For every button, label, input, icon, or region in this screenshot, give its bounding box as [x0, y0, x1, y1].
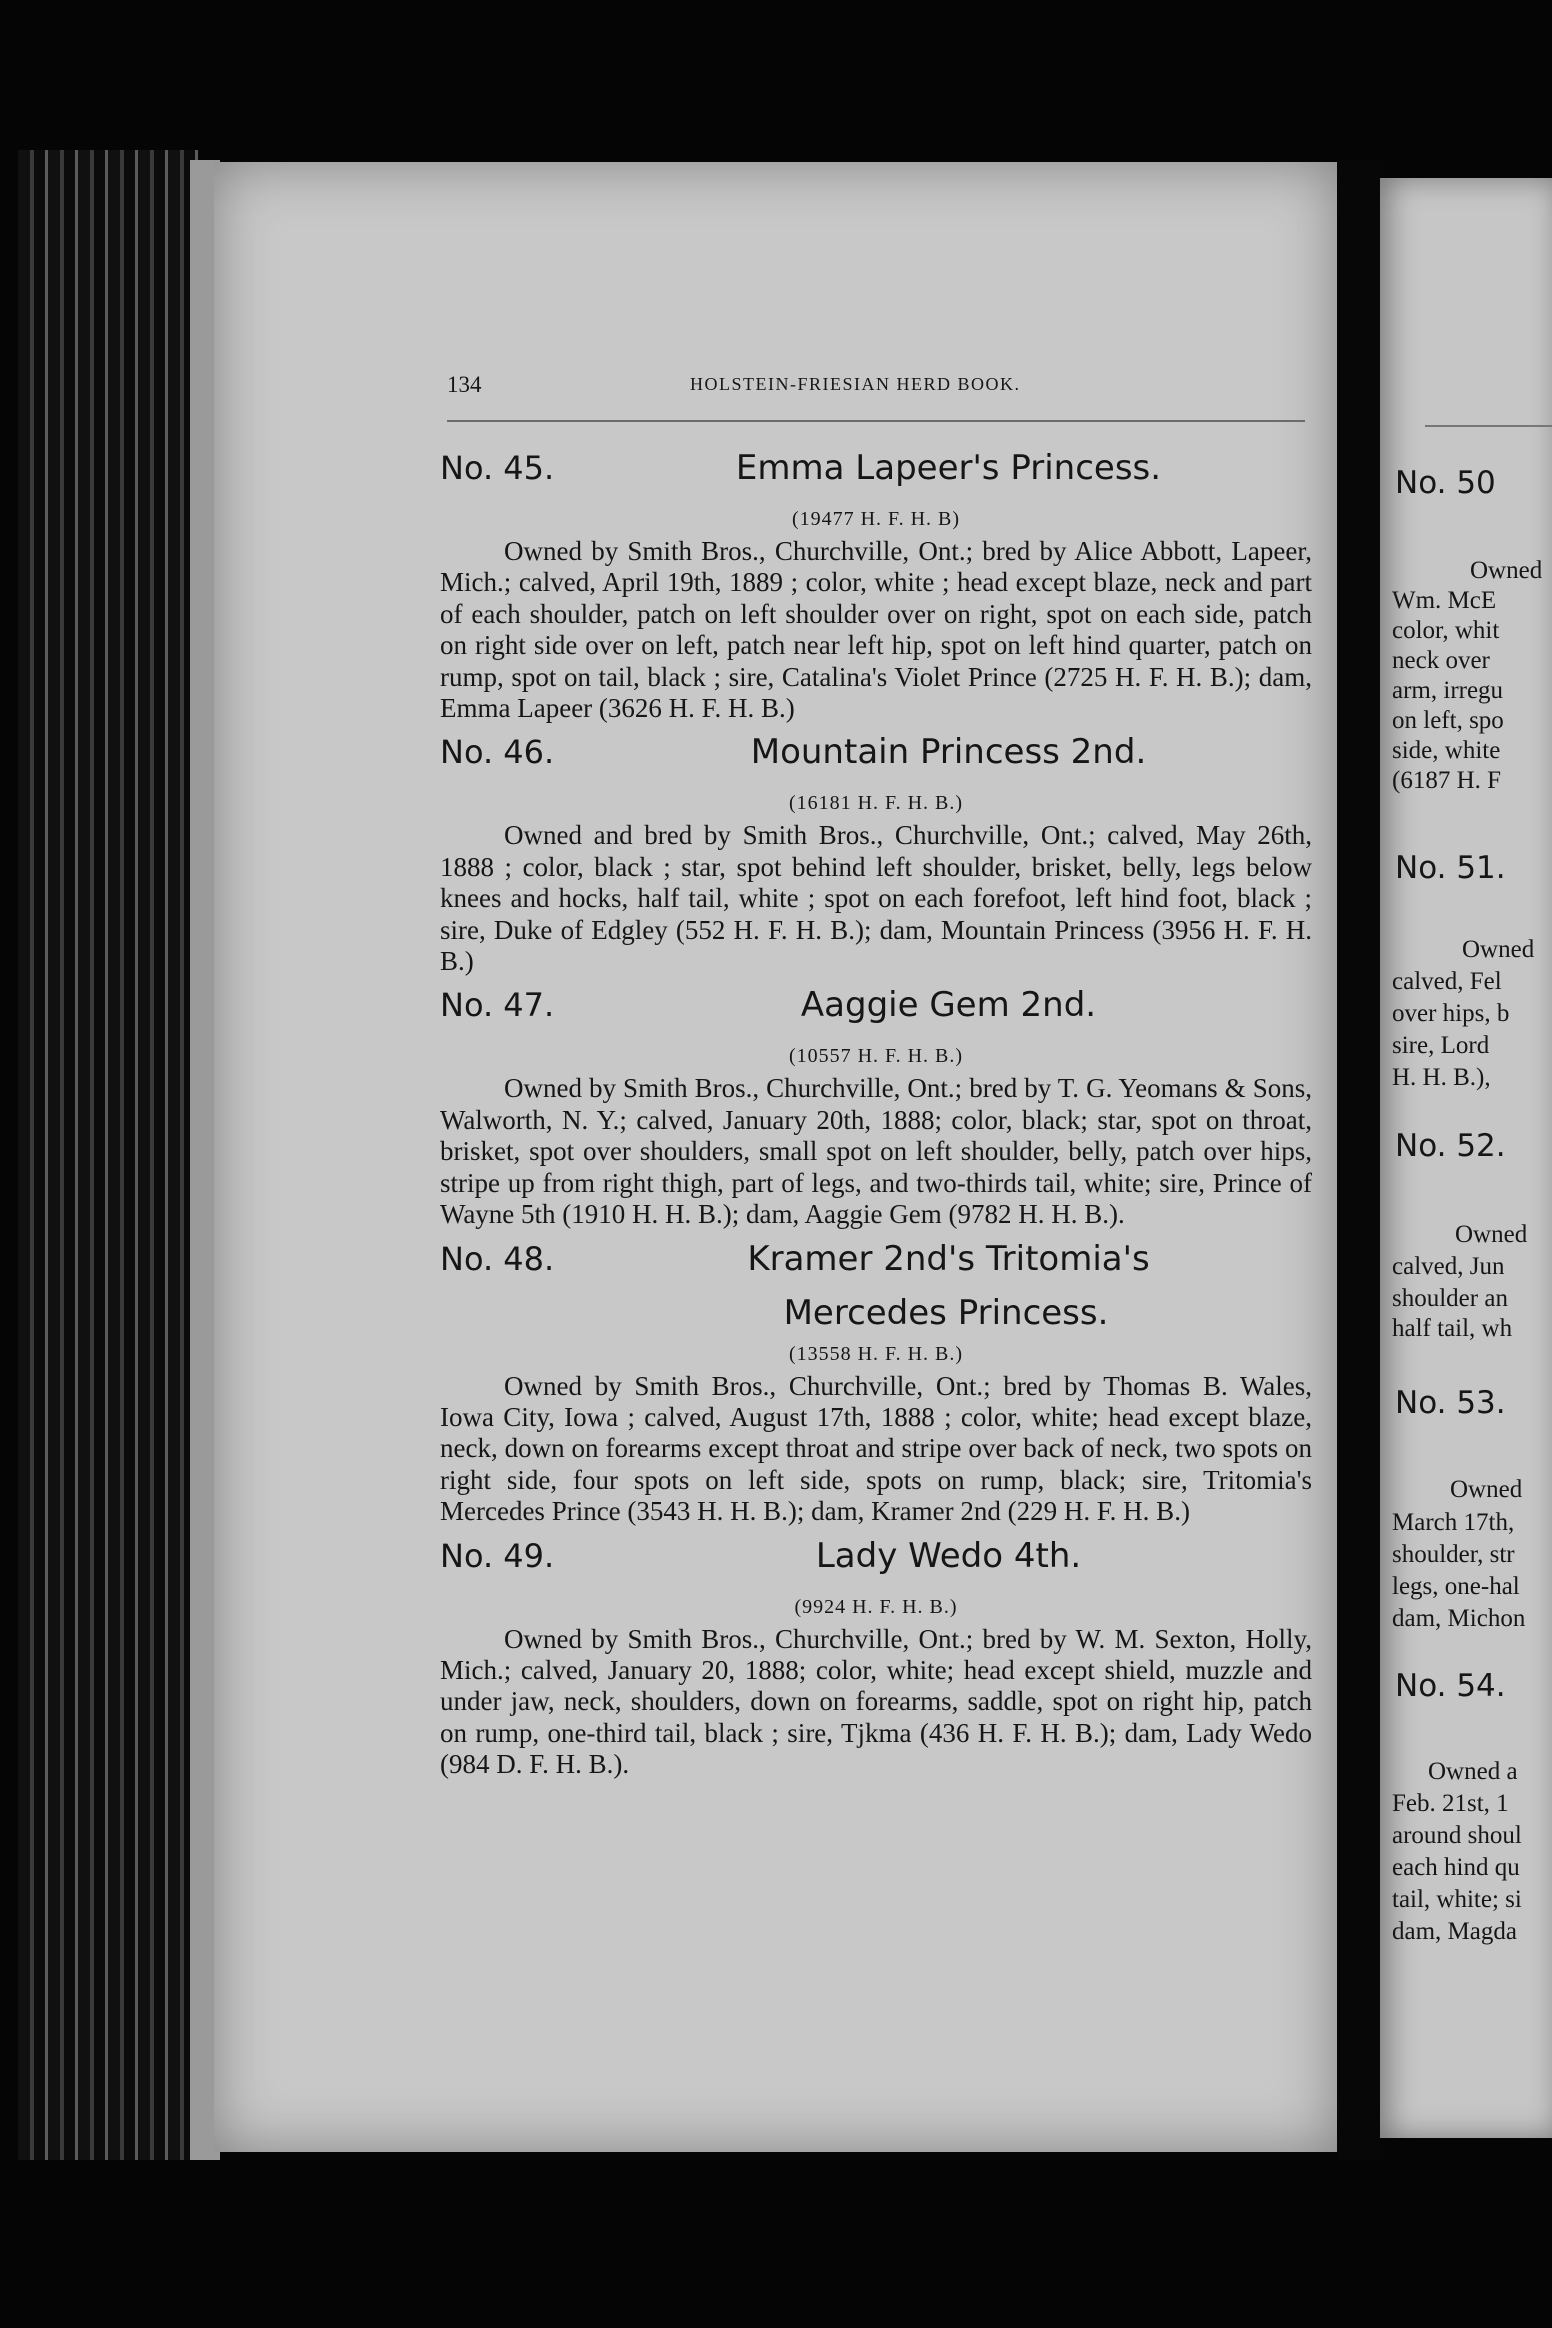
registration-number: (10557 H. F. H. B.) — [788, 1045, 964, 1068]
facing-entry-number: No. 51. — [1395, 850, 1506, 886]
facing-line: dam, Michon — [1392, 1605, 1526, 1632]
facing-line: around shoul — [1392, 1822, 1522, 1849]
entry-name: Emma Lapeer's Princess. — [735, 448, 1162, 488]
registration-number: (9924 H. F. H. B.) — [794, 1595, 958, 1618]
facing-line: shoulder an — [1392, 1285, 1508, 1312]
registration-number: (13558 H. F. H. B.) — [788, 1342, 964, 1365]
entry-text: Owned by Smith Bros., Churchville, Ont.; bred by T. G. Yeomans & Sons, Walworth, N. Y.; calved, January 20th, 1888; color, black; star, spot on throat, brisket, spot over shoulders, small spot on left shoulder, belly, patch over hips, stripe up from right thigh, part of legs, and two-thirds tail, white; sire, Prince of Wayne 5th (1910 H. H. B.); dam, Aaggie Gem (9782 H. H. B.). — [440, 1073, 1312, 1230]
entry-number: No. 49. — [440, 1536, 555, 1575]
facing-line: Feb. 21st, 1 — [1392, 1790, 1509, 1817]
running-title: HOLSTEIN-FRIESIAN HERD BOOK. — [690, 374, 1021, 394]
entry-heading — [440, 1239, 1312, 1293]
facing-entry-number: No. 53. — [1395, 1385, 1506, 1421]
facing-line: over hips, b — [1392, 1000, 1510, 1027]
entry-list — [440, 448, 1312, 1789]
page-number: 134 — [447, 372, 482, 397]
facing-line: neck over — [1392, 647, 1490, 674]
entry-name: Mountain Princess 2nd. — [750, 732, 1147, 773]
facing-line: Owned — [1470, 557, 1543, 584]
facing-line: calved, Jun — [1392, 1253, 1505, 1280]
entry-name: Aaggie Gem 2nd. — [800, 985, 1097, 1026]
facing-line: side, white — [1392, 737, 1501, 764]
facing-line: color, whit — [1392, 617, 1500, 644]
entry-number: No. 48. — [440, 1239, 555, 1278]
entry-number: No. 45. — [440, 449, 555, 487]
entry-name: Lady Wedo 4th. — [815, 1535, 1082, 1576]
entry — [440, 1239, 1312, 1528]
entry-number: No. 47. — [440, 986, 555, 1025]
facing-header-rule — [1425, 425, 1552, 427]
facing-line: Wm. McE — [1392, 587, 1497, 614]
entry-text: Owned and bred by Smith Bros., Churchville, Ont.; calved, May 26th, 1888 ; color, black ; star, spot behind left shoulder, brisket, belly, legs below knees and hocks, half tail, white ; spot on each forefoot, left hind foot, black ; sire, Duke of Edgley (552 H. F. H. B.); dam, Mountain Princess (3956 H. F. H. B.) — [440, 820, 1312, 977]
entry-name-continued: Mercedes Princess. — [783, 1292, 1109, 1333]
facing-line: calved, Fel — [1392, 968, 1502, 995]
facing-line: each hind qu — [1392, 1854, 1520, 1881]
entry-heading — [440, 448, 1312, 502]
entry-heading — [440, 732, 1312, 786]
facing-line: legs, one-hal — [1392, 1573, 1520, 1600]
entry — [440, 985, 1312, 1230]
entry — [440, 732, 1312, 977]
registration-number: (16181 H. F. H. B.) — [788, 792, 964, 815]
entry-text: Owned by Smith Bros., Churchville, Ont.; bred by Thomas B. Wales, Iowa City, Iowa ; calved, August 17th, 1888 ; color, white; head except blaze, neck, down on forearms except throat and stripe over back of neck, two spots on right side, four spots on left side, spots on rump, black; sire, Tritomia's Mercedes Prince (3543 H. H. B.); dam, Kramer 2nd (229 H. F. H. B.) — [440, 1370, 1312, 1527]
page-header — [447, 368, 1319, 408]
facing-line: sire, Lord — [1392, 1032, 1490, 1059]
facing-line: Owned — [1450, 1476, 1523, 1503]
facing-line: dam, Magda — [1392, 1918, 1517, 1945]
facing-line: Owned — [1462, 936, 1535, 963]
facing-line: arm, irregu — [1392, 677, 1504, 704]
facing-line: half tail, wh — [1392, 1315, 1513, 1342]
header-rule — [447, 420, 1305, 422]
facing-line: H. H. B.), — [1392, 1064, 1491, 1091]
facing-line: shoulder, str — [1392, 1541, 1515, 1568]
entry-number: No. 46. — [440, 733, 555, 772]
entry — [440, 1536, 1312, 1781]
entry-heading — [440, 985, 1312, 1039]
entry-text: Owned by Smith Bros., Churchville, Ont.; bred by W. M. Sexton, Holly, Mich.; calved, January 20, 1888; color, white; head except shield, muzzle and under jaw, neck, shoulders, down on forearms, saddle, spot on right hip, patch on rump, one-third tail, black ; sire, Tjkma (436 H. F. H. B.); dam, Lady Wedo (984 D. F. H. B.). — [440, 1623, 1312, 1780]
registration-number: (19477 H. F. H. B) — [791, 508, 961, 530]
facing-line: tail, white; si — [1392, 1886, 1522, 1913]
facing-line: (6187 H. F — [1392, 767, 1502, 794]
book-spine — [18, 150, 198, 2160]
facing-line: March 17th, — [1392, 1509, 1515, 1536]
facing-entry-number: No. 54. — [1395, 1668, 1506, 1704]
entry-name: Kramer 2nd's Tritomia's — [747, 1238, 1150, 1279]
entry-heading — [440, 1536, 1312, 1590]
facing-line: Owned a — [1428, 1758, 1518, 1785]
gutter — [1337, 160, 1380, 2160]
facing-line: on left, spo — [1392, 707, 1504, 734]
entry-text: Owned by Smith Bros., Churchville, Ont.; bred by Alice Abbott, Lapeer, Mich.; calved, April 19th, 1889 ; color, white ; head except blaze, neck and part of each shoulder, patch on left shoulder over on right, spot on each side, patch on right side over on left, patch near left hip, spot on left hind quarter, patch on rump, spot on tail, black ; sire, Catalina's Violet Prince (2725 H. F. H. B.); dam, Emma Lapeer (3626 H. F. H. B.) — [440, 536, 1312, 724]
entry — [440, 448, 1312, 724]
facing-entry-number: No. 52. — [1395, 1128, 1506, 1164]
facing-entry-number: No. 50 — [1395, 465, 1496, 501]
facing-line: Owned — [1455, 1221, 1528, 1248]
